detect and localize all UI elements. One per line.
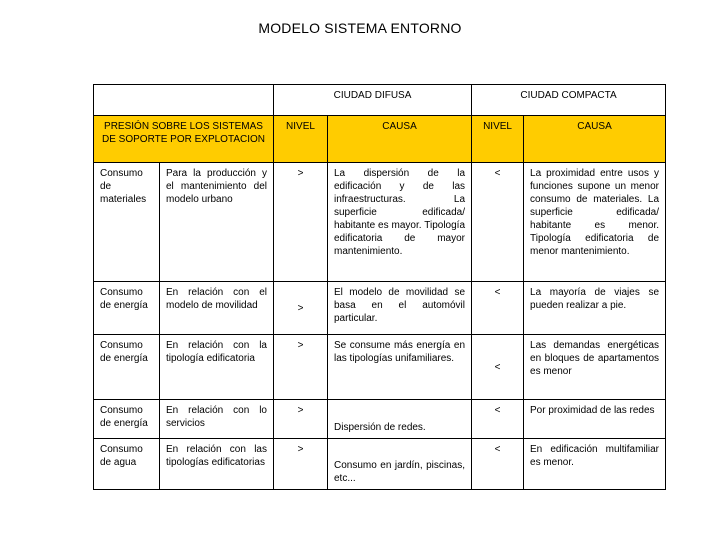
nivel-compacta-cell: < xyxy=(472,439,524,490)
detalle-cell: En relación con la tipología edificatoria xyxy=(160,335,274,400)
nivel-difusa-cell: > xyxy=(274,439,328,490)
causa-compacta-cell: La mayoría de viajes se pueden realizar a pie. xyxy=(524,282,666,335)
nivel-compacta-cell: < xyxy=(472,163,524,282)
page-title: MODELO SISTEMA ENTORNO xyxy=(258,20,462,36)
consumo-cell: Consumo de materiales xyxy=(94,163,160,282)
column-header-row xyxy=(94,116,666,163)
detalle-cell: En relación con las tipologías edificatorias xyxy=(160,439,274,490)
causa-compacta-cell: Por proximidad de las redes xyxy=(524,400,666,439)
empty-corner-cell xyxy=(94,85,274,116)
consumo-cell: Consumo de energía xyxy=(94,400,160,439)
group-header-row xyxy=(94,85,666,116)
detalle-cell: Para la producción y el mantenimiento del modelo urbano xyxy=(160,163,274,282)
table-row xyxy=(94,439,666,490)
header-presion: PRESIÓN SOBRE LOS SISTEMAS DE SOPORTE POR EXPLOTACION xyxy=(94,116,274,163)
causa-difusa-cell: Dispersión de redes. xyxy=(328,400,472,439)
nivel-compacta-cell: < xyxy=(472,282,524,335)
nivel-difusa-cell: > xyxy=(274,163,328,282)
causa-difusa-cell: La dispersión de la edificación y de las infraestructuras. La superficie edificada/ habitante es mayor. Tipología edificatoria de mayor mantenimiento. xyxy=(328,163,472,282)
consumo-cell: Consumo de energía xyxy=(94,335,160,400)
header-nivel-compacta: NIVEL xyxy=(472,116,524,163)
nivel-difusa-cell: > xyxy=(274,335,328,400)
detalle-cell: En relación con lo servicios xyxy=(160,400,274,439)
causa-difusa-cell: Se consume más energía en las tipologías unifamiliares. xyxy=(328,335,472,400)
causa-compacta-cell: La proximidad entre usos y funciones supone un menor consumo de materiales. La superficie edificada/ habitante es menor. Tipología edificatoria de menor mantenimiento. xyxy=(524,163,666,282)
nivel-compacta-cell: < xyxy=(472,335,524,400)
table-row xyxy=(94,163,666,282)
table-row xyxy=(94,335,666,400)
nivel-compacta-cell: < xyxy=(472,400,524,439)
sistema-entorno-table xyxy=(93,84,666,490)
header-nivel-difusa: NIVEL xyxy=(274,116,328,163)
header-causa-difusa: CAUSA xyxy=(328,116,472,163)
nivel-difusa-cell: > xyxy=(274,282,328,335)
causa-compacta-cell: En edificación multifamiliar es menor. xyxy=(524,439,666,490)
causa-difusa-cell: Consumo en jardín, piscinas, etc... xyxy=(328,439,472,490)
table-row xyxy=(94,282,666,335)
detalle-cell: En relación con el modelo de movilidad xyxy=(160,282,274,335)
consumo-cell: Consumo de agua xyxy=(94,439,160,490)
causa-difusa-cell: El modelo de movilidad se basa en el automóvil particular. xyxy=(328,282,472,335)
group-ciudad-compacta: CIUDAD COMPACTA xyxy=(472,85,666,116)
group-ciudad-difusa: CIUDAD DIFUSA xyxy=(274,85,472,116)
consumo-cell: Consumo de energía xyxy=(94,282,160,335)
causa-compacta-cell: Las demandas energéticas en bloques de apartamentos es menor xyxy=(524,335,666,400)
header-causa-compacta: CAUSA xyxy=(524,116,666,163)
table-row xyxy=(94,400,666,439)
nivel-difusa-cell: > xyxy=(274,400,328,439)
